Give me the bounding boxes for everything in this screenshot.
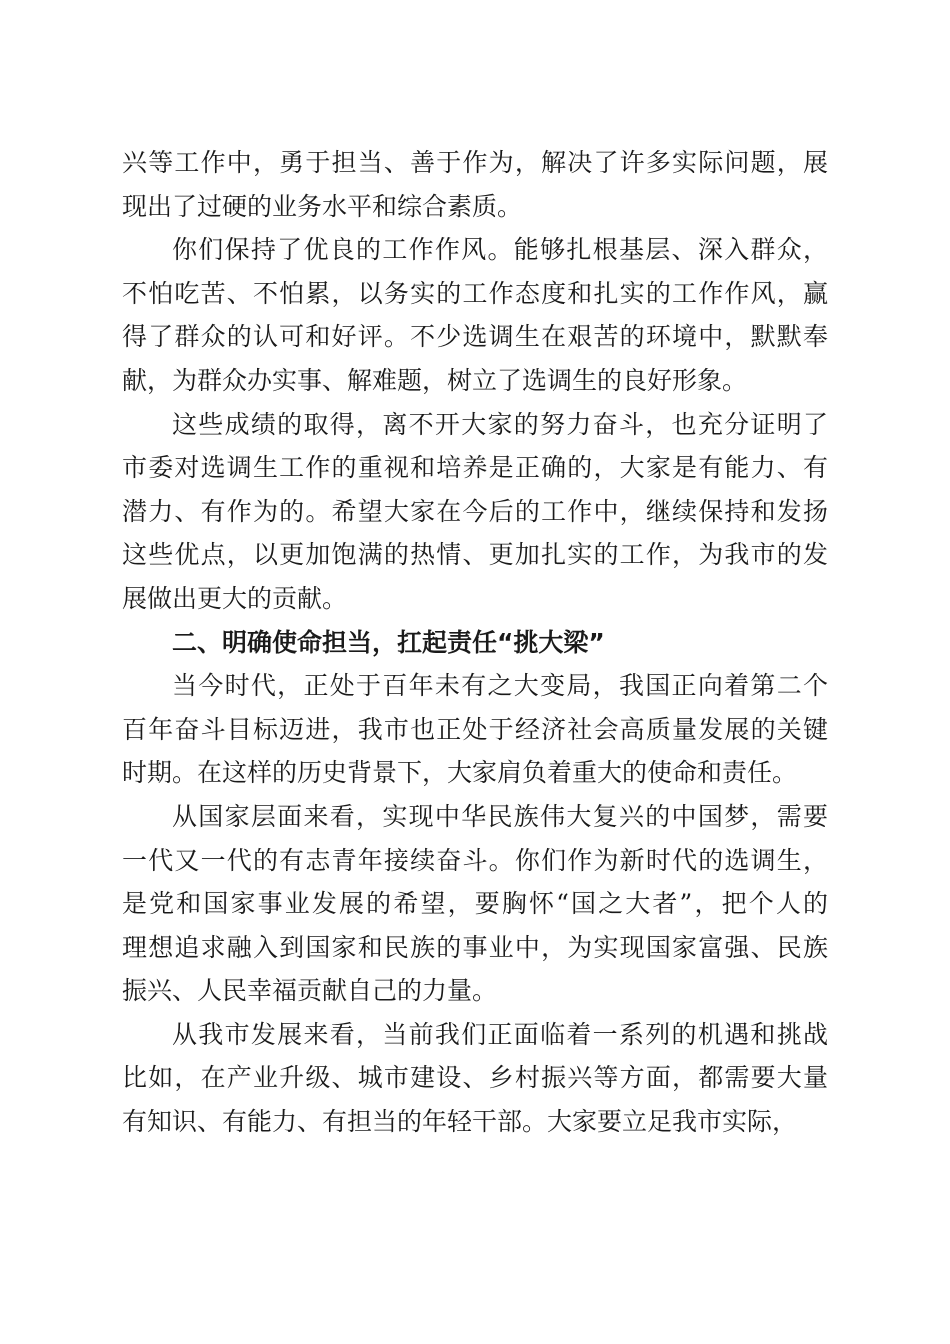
text-line: 不怕吃苦、不怕累，以务实的工作态度和扎实的工作作风，赢 <box>122 278 828 308</box>
text-line: 兴等工作中，勇于担当、善于作为，解决了许多实际问题，展 <box>122 148 828 177</box>
text-line: 现出了过硬的业务水平和综合素质。 <box>122 191 523 221</box>
text-line: 这些成绩的取得，离不开大家的努力奋斗，也充分证明了 <box>172 409 828 439</box>
text-line: 比如，在产业升级、城市建设、乡村振兴等方面，都需要大量 <box>122 1063 828 1093</box>
text-line: 理想追求融入到国家和民族的事业中，为实现国家富强、民族 <box>122 932 828 962</box>
text-line: 百年奋斗目标迈进，我市也正处于经济社会高质量发展的关键 <box>122 714 828 744</box>
paragraph <box>122 228 828 402</box>
paragraph <box>122 403 828 621</box>
text-line: 献，为群众办实事、解难题，树立了选调生的良好形象。 <box>122 365 748 395</box>
text-line: 从国家层面来看，实现中华民族伟大复兴的中国梦，需要 <box>172 801 828 831</box>
paragraph <box>122 1013 828 1144</box>
heading-text: 二、明确使命担当，扛起责任“挑大梁” <box>172 627 605 657</box>
text-line: 展做出更大的贡献。 <box>122 583 348 613</box>
text-line: 一代又一代的有志青年接续奋斗。你们作为新时代的选调生， <box>122 845 828 875</box>
text-line: 有知识、有能力、有担当的年轻干部。大家要立足我市实际， <box>122 1107 798 1137</box>
paragraph <box>122 141 828 228</box>
text-line: 市委对选调生工作的重视和培养是正确的，大家是有能力、有 <box>122 453 828 483</box>
text-line: 从我市发展来看，当前我们正面临着一系列的机遇和挑战 <box>172 1019 828 1049</box>
text-line: 你们保持了优良的工作作风。能够扎根基层、深入群众， <box>172 235 828 265</box>
section-heading <box>122 621 828 665</box>
paragraph <box>122 795 828 1013</box>
paragraph <box>122 664 828 795</box>
text-line: 这些优点，以更加饱满的热情、更加扎实的工作，为我市的发 <box>122 540 828 570</box>
text-line: 时期。在这样的历史背景下，大家肩负着重大的使命和责任。 <box>122 758 798 788</box>
text-line: 是党和国家事业发展的希望，要胸怀“国之大者”，把个人的 <box>122 889 828 919</box>
text-line: 得了群众的认可和好评。不少选调生在艰苦的环境中，默默奉 <box>122 322 828 352</box>
document-body <box>122 141 828 1144</box>
text-line: 振兴、人民幸福贡献自己的力量。 <box>122 976 498 1006</box>
text-line: 潜力、有作为的。希望大家在今后的工作中，继续保持和发扬 <box>122 496 828 526</box>
text-line: 当今时代，正处于百年未有之大变局，我国正向着第二个 <box>172 671 828 701</box>
